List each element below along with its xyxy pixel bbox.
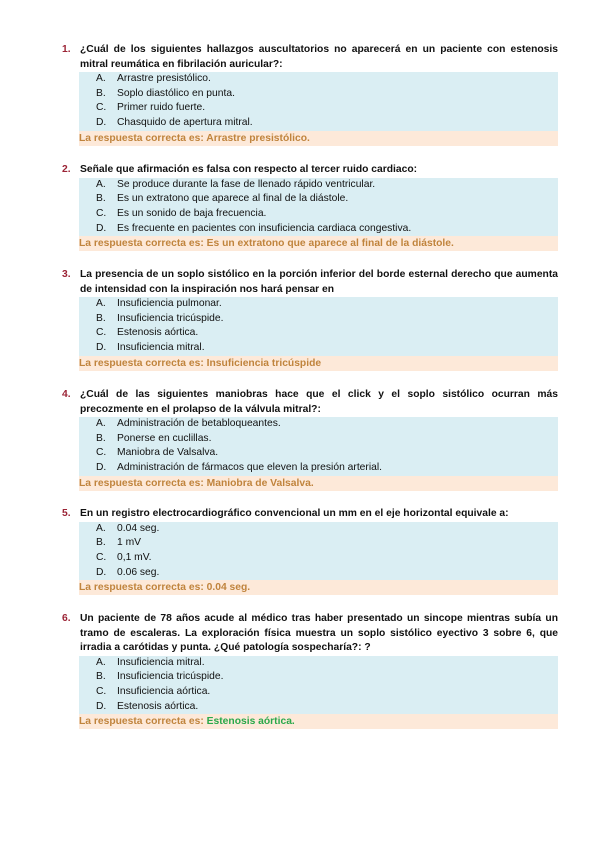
options-list <box>79 178 558 237</box>
option-letter: C. <box>96 327 107 339</box>
option-text: Primer ruido fuerte. <box>117 102 206 114</box>
option-d <box>96 700 558 715</box>
option-letter: D. <box>96 222 107 234</box>
answer-value: Estenosis aórtica. <box>206 716 295 728</box>
question-number: 4. <box>62 389 71 400</box>
option-letter: A. <box>96 418 106 429</box>
option-letter: D. <box>96 117 107 129</box>
option-b <box>96 87 558 102</box>
option-a <box>96 522 558 537</box>
question-number: 5. <box>62 508 71 519</box>
question-text: La presencia de un soplo sistólico en la porción inferior del borde esternal derecho que aumenta de intensidad con la inspiración nos hará pensar en <box>80 269 558 295</box>
option-b <box>96 670 558 685</box>
correct-answer <box>79 131 558 146</box>
option-letter: B. <box>96 193 106 205</box>
question-stem <box>58 268 558 297</box>
option-letter: B. <box>96 312 106 324</box>
answer-prefix: La respuesta correcta es: <box>79 477 204 489</box>
answer-prefix: La respuesta correcta es: <box>79 716 204 728</box>
answer-prefix: La respuesta correcta es: <box>79 357 204 369</box>
option-letter: C. <box>96 102 107 114</box>
answer-value: 0.04 seg. <box>206 582 251 594</box>
option-letter: D. <box>96 700 107 712</box>
option-c <box>96 207 558 222</box>
option-text: Se produce durante la fase de llenado rápido ventricular. <box>117 178 376 190</box>
option-text: Estenosis aórtica. <box>117 700 199 712</box>
option-c <box>96 326 558 341</box>
question-number: 3. <box>62 269 71 280</box>
option-d <box>96 222 558 237</box>
option-letter: D. <box>96 566 107 578</box>
option-b <box>96 312 558 327</box>
option-text: Insuficiencia aórtica. <box>117 685 211 697</box>
option-text: Insuficiencia tricúspide. <box>117 671 224 683</box>
option-text: Insuficiencia mitral. <box>117 342 205 354</box>
option-letter: B. <box>96 671 106 683</box>
option-a <box>96 656 558 671</box>
option-b <box>96 192 558 207</box>
option-text: Insuficiencia mitral. <box>117 656 205 668</box>
question-text: Un paciente de 78 años acude al médico tras haber presentado un sincope mientras subía un tramo de escaleras. La exploración física muestra un soplo sistólico eyectivo 3 sobre 6, que irradia a carótidas y punta. ¿Qué patología sospecharía?: ? <box>80 613 558 653</box>
option-letter: A. <box>96 656 106 668</box>
option-letter: C. <box>96 207 107 219</box>
question-1 <box>58 43 558 146</box>
option-d <box>96 566 558 581</box>
option-d <box>96 341 558 356</box>
option-text: Insuficiencia pulmonar. <box>117 298 222 309</box>
option-a <box>96 417 558 432</box>
option-letter: A. <box>96 298 106 309</box>
answer-prefix: La respuesta correcta es: <box>79 238 204 250</box>
option-text: Maniobra de Valsalva. <box>117 447 219 459</box>
options-list <box>79 656 558 715</box>
answer-prefix: La respuesta correcta es: <box>79 582 204 594</box>
option-text: 0.04 seg. <box>117 522 160 534</box>
question-3 <box>58 268 558 371</box>
options-list <box>79 72 558 131</box>
question-stem <box>58 163 558 178</box>
question-number: 6. <box>62 613 71 624</box>
options-list <box>79 417 558 476</box>
option-letter: A. <box>96 178 106 190</box>
correct-answer <box>79 476 558 491</box>
option-c <box>96 551 558 566</box>
option-text: Ponerse en cuclillas. <box>117 432 212 444</box>
question-stem <box>58 388 558 417</box>
correct-answer <box>79 580 558 595</box>
question-6 <box>58 612 558 729</box>
question-text: En un registro electrocardiográfico convencional un mm en el eje horizontal equivale a: <box>80 508 509 519</box>
option-letter: C. <box>96 551 107 563</box>
question-4 <box>58 388 558 491</box>
option-b <box>96 432 558 447</box>
option-a <box>96 178 558 193</box>
option-letter: B. <box>96 432 106 444</box>
question-text: ¿Cuál de las siguientes maniobras hace que el click y el soplo sistólico ocurran más precozmente en el prolapso de la válvula mitral?: <box>80 389 558 415</box>
option-text: Chasquido de apertura mitral. <box>117 117 253 129</box>
answer-value: Insuficiencia tricúspide <box>206 357 322 369</box>
question-text: Señale que afirmación es falsa con respecto al tercer ruido cardiaco: <box>80 164 418 175</box>
question-stem <box>58 507 558 522</box>
correct-answer <box>79 356 558 371</box>
option-c <box>96 685 558 700</box>
option-letter: B. <box>96 87 106 99</box>
option-letter: D. <box>96 462 107 474</box>
option-text: 1 mV <box>117 537 142 549</box>
option-text: Estenosis aórtica. <box>117 327 199 339</box>
option-letter: C. <box>96 685 107 697</box>
option-d <box>96 461 558 476</box>
options-list <box>79 297 558 356</box>
option-a <box>96 72 558 87</box>
option-b <box>96 536 558 551</box>
answer-value: Arrastre presistólico. <box>206 132 310 144</box>
option-text: Arrastre presistólico. <box>117 73 211 84</box>
option-c <box>96 446 558 461</box>
correct-answer <box>79 236 558 251</box>
option-letter: D. <box>96 342 107 354</box>
question-stem <box>58 612 558 656</box>
option-a <box>96 297 558 312</box>
question-text: ¿Cuál de los siguientes hallazgos auscultatorios no aparecerá en un paciente con estenosis mitral reumática en fibrilación auricular?: <box>80 44 558 70</box>
option-c <box>96 101 558 116</box>
answer-value: Es un extratono que aparece al final de la diástole. <box>206 238 454 250</box>
option-text: Es un sonido de baja frecuencia. <box>117 207 267 219</box>
option-letter: B. <box>96 537 106 549</box>
question-number: 2. <box>62 164 71 175</box>
question-5 <box>58 507 558 595</box>
option-text: 0.06 seg. <box>117 566 160 578</box>
option-letter: A. <box>96 73 106 84</box>
question-2 <box>58 163 558 251</box>
option-text: 0,1 mV. <box>117 551 152 563</box>
answer-value: Maniobra de Valsalva. <box>206 477 314 489</box>
option-text: Administración de betabloqueantes. <box>117 418 281 429</box>
question-number: 1. <box>62 44 71 55</box>
option-text: Soplo diastólico en punta. <box>117 87 235 99</box>
option-letter: C. <box>96 447 107 459</box>
options-list <box>79 522 558 581</box>
option-text: Insuficiencia tricúspide. <box>117 312 224 324</box>
option-text: Es frecuente en pacientes con insuficiencia cardiaca congestiva. <box>117 222 412 234</box>
correct-answer <box>79 714 558 729</box>
option-text: Es un extratono que aparece al final de la diástole. <box>117 193 349 205</box>
option-d <box>96 116 558 131</box>
option-letter: A. <box>96 522 106 534</box>
question-stem <box>58 43 558 72</box>
option-text: Administración de fármacos que eleven la presión arterial. <box>117 462 382 474</box>
answer-prefix: La respuesta correcta es: <box>79 132 204 144</box>
